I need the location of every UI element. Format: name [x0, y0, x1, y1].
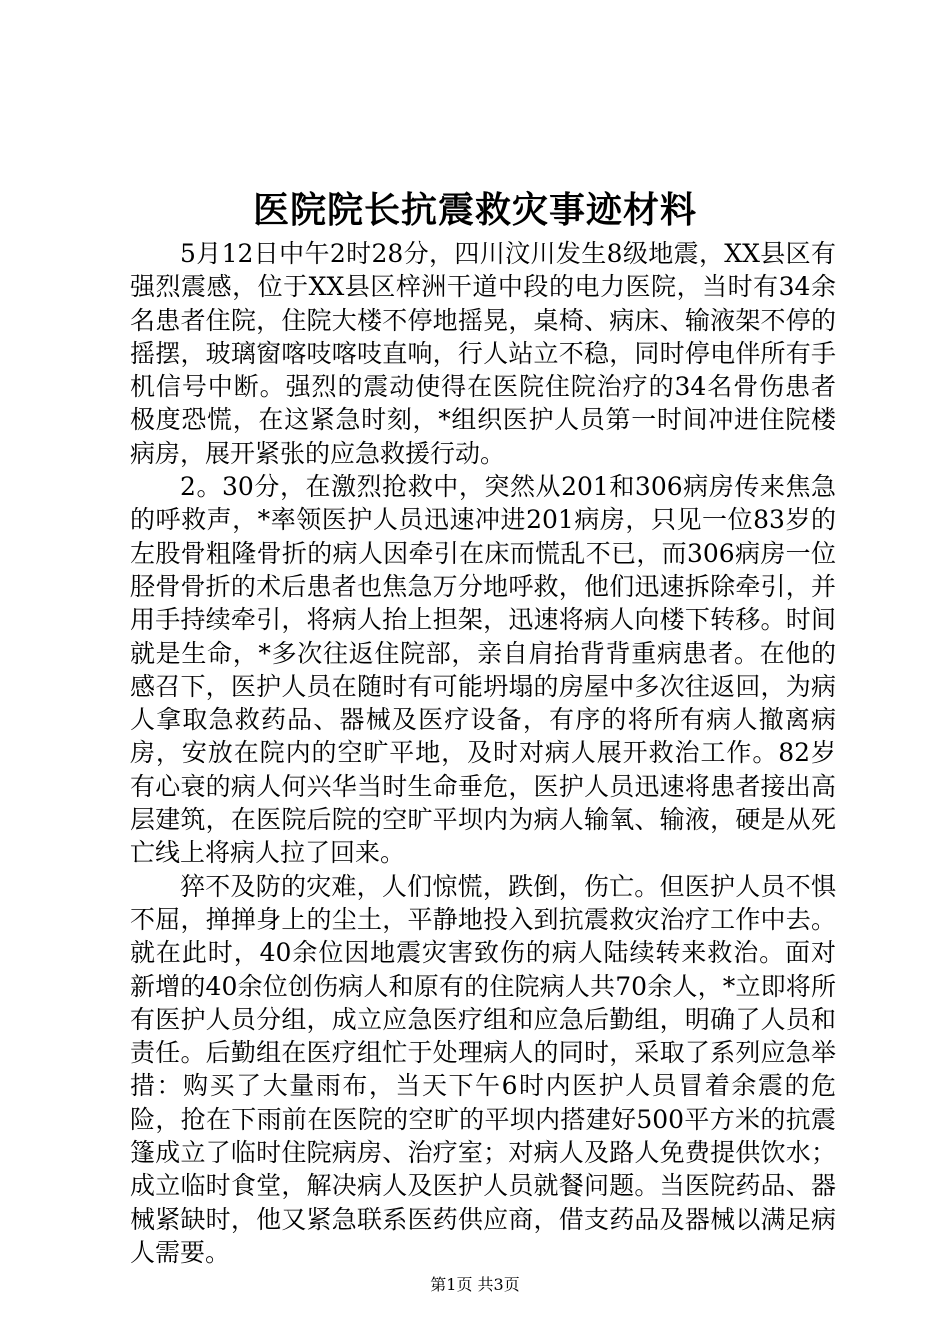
paragraph-2: 2。30分，在激烈抢救中，突然从201和306病房传来焦急的呼救声，*率领医护人员迅速冲进201病房，只见一位83岁的左股骨粗隆骨折的病人因牵引在床而慌乱不已，而306病房一位胫骨骨折的术后患者也焦急万分地呼救，他们迅速拆除牵引，并用手持续牵引，将病人抬上担架，迅速将病人向楼下转移。时间就是生命，*多次往返住院部，亲自肩抬背背重病患者。在他的感召下，医护人员在随时有可能坍塌的房屋中多次往返回，为病人拿取急救药品、器械及医疗设备，有序的将所有病人撤离病房，安放在院内的空旷平地，及时对病人展开救治工作。82岁有心衰的病人何兴华当时生命垂危，医护人员迅速将患者接出高层建筑，在医院后院的空旷平坝内为病人输氧、输液，硬是从死亡线上将病人拉了回来。 — [130, 472, 836, 868]
document-body — [130, 237, 836, 1269]
page-footer — [0, 1275, 950, 1295]
paragraph-3: 猝不及防的灾难，人们惊慌，跌倒，伤亡。但医护人员不惧不屈，掸掸身上的尘土，平静地投入到抗震救灾治疗工作中去。就在此时，40余位因地震灾害致伤的病人陆续转来救治。面对新增的40余位创伤病人和原有的住院病人共70余人，*立即将所有医护人员分组，成立应急医疗组和应急后勤组，明确了人员和责任。后勤组在医疗组忙于处理病人的同时，采取了系列应急举措：购买了大量雨布，当天下午6时内医护人员冒着余震的危险，抢在下雨前在医院的空旷的平坝内搭建好500平方米的抗震篷成立了临时住院病房、治疗室；对病人及路人免费提供饮水；成立临时食堂，解决病人及医护人员就餐问题。当医院药品、器械紧缺时，他又紧急联系医药供应商，借支药品及器械以满足病人需要。 — [130, 871, 836, 1267]
paragraph-1: 5月12日中午2时28分，四川汶川发生8级地震，XX县区有强烈震感，位于XX县区梓洲干道中段的电力医院，当时有34余名患者住院，住院大楼不停地摇晃，桌椅、病床、输液架不停的摇摆，玻璃窗喀吱喀吱直响，行人站立不稳，同时停电伴所有手机信号中断。强烈的震动使得在医院住院治疗的34名骨伤患者极度恐慌，在这紧急时刻，*组织医护人员第一时间冲进住院楼病房，展开紧张的应急救援行动。 — [130, 239, 836, 468]
page-number-indicator: 第1页 共3页 — [430, 1275, 520, 1294]
document-title: 医院院长抗震救灾事迹材料 — [252, 189, 697, 231]
